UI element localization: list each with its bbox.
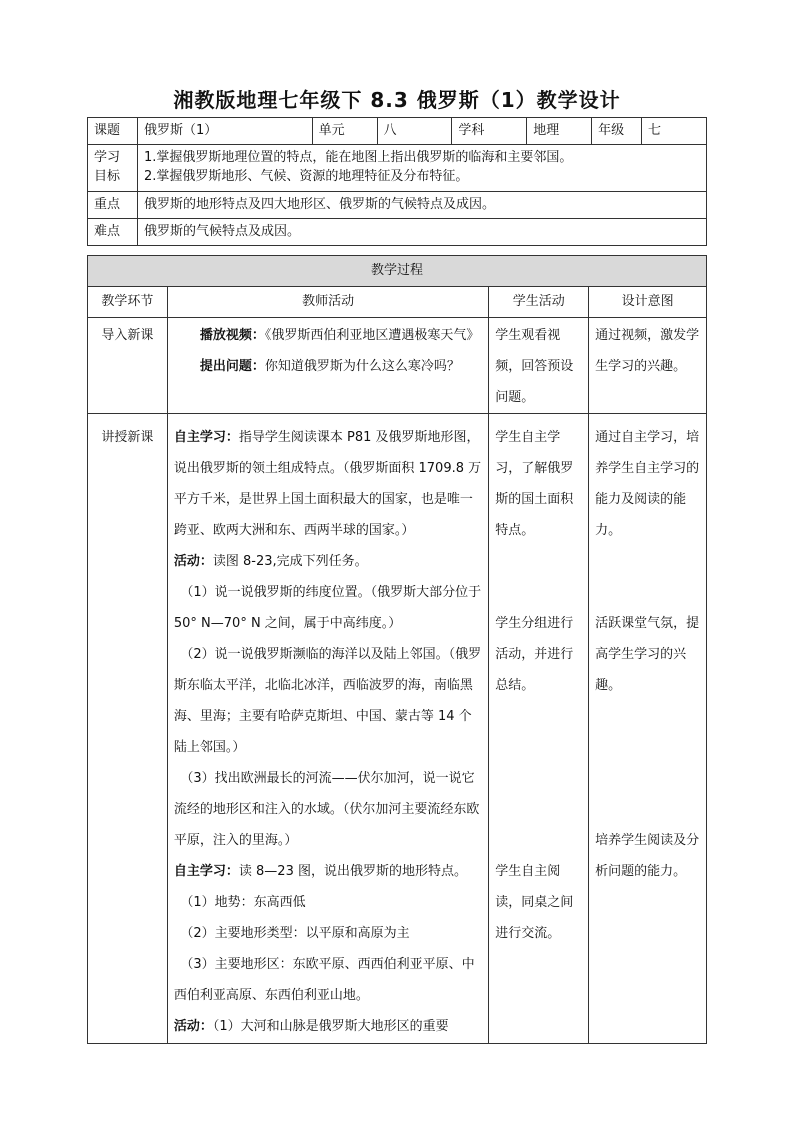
col-stage: 教学环节 <box>88 287 168 318</box>
topic-row <box>88 118 707 145</box>
goals-label: 学习 目标 <box>88 145 138 192</box>
intro-intent: 通过视频，激发学生学习的兴趣。 <box>589 318 707 414</box>
col-student: 学生活动 <box>489 287 589 318</box>
difficult-value: 俄罗斯的气候特点及成因。 <box>137 219 706 246</box>
new-student: 学生自主学习，了解俄罗斯的国土面积特点。 学生分组进行活动，并进行总结。 学生自主阅读，同桌之间进行交流。 <box>489 414 589 1044</box>
process-table <box>87 255 707 1044</box>
unit-label: 单元 <box>312 118 377 145</box>
info-table <box>87 117 707 246</box>
key-label: 重点 <box>88 192 138 219</box>
new-stage: 讲授新课 <box>88 414 168 1044</box>
subject-label: 学科 <box>452 118 527 145</box>
intro-teacher: 播放视频：《俄罗斯西伯利亚地区遭遇极寒天气》 提出问题：你知道俄罗斯为什么这么寒冷吗？ <box>167 318 488 414</box>
topic-value: 俄罗斯（1） <box>137 118 312 145</box>
topic-label: 课题 <box>88 118 138 145</box>
new-lesson-row <box>88 414 707 1044</box>
key-value: 俄罗斯的地形特点及四大地形区、俄罗斯的气候特点及成因。 <box>137 192 706 219</box>
intro-stage: 导入新课 <box>88 318 168 414</box>
grade-label: 年级 <box>592 118 642 145</box>
grade-value: 七 <box>642 118 707 145</box>
page-title: 湘教版地理七年级下 8.3 俄罗斯（1）教学设计 <box>173 88 621 112</box>
key-row <box>88 192 707 219</box>
column-header-row <box>88 287 707 318</box>
subject-value: 地理 <box>527 118 592 145</box>
goals-value: 1.掌握俄罗斯地理位置的特点，能在地图上指出俄罗斯的临海和主要邻国。 2.掌握俄罗斯地形、气候、资源的地理特征及分布特征。 <box>137 145 706 192</box>
new-teacher: 自主学习：指导学生阅读课本 P81 及俄罗斯地形图，说出俄罗斯的领土组成特点。（俄罗斯面积 1709.8 万平方千米，是世界上国土面积最大的国家，也是唯一跨亚、欧两大洲和东、西两半球的国家。） 活动：读图 8-23,完成下列任务。 （1）说一说俄罗斯的纬度位置。（俄罗斯大部分位于 50° N—70° N 之间，属于中高纬度。） （2）说一说俄罗斯濒临的海洋以及陆上邻国。（俄罗斯东临太平洋，北临北冰洋，西临波罗的海，南临黑海、里海；主要有哈萨克斯坦、中国、蒙古等 14 个陆上邻国。） （3）找出欧洲最长的河流——伏尔加河，说一说它流经的地形区和注入的水域。（伏尔加河主要流经东欧平原，注入的里海。） 自主学习：读 8—23 图，说出俄罗斯的地形特点。 （1）地势：东高西低 （2）主要地形类型：以平原和高原为主 （3）主要地形区：东欧平原、西西伯利亚平原、中西伯利亚高原、东西伯利亚山地。 活动：（1）大河和山脉是俄罗斯大地形区的重要 <box>167 414 488 1044</box>
unit-value: 八 <box>377 118 452 145</box>
difficult-row <box>88 219 707 246</box>
intro-row <box>88 318 707 414</box>
col-intent: 设计意图 <box>589 287 707 318</box>
intro-student: 学生观看视频，回答预设问题。 <box>489 318 589 414</box>
new-intent: 通过自主学习，培养学生自主学习的能力及阅读的能力。 活跃课堂气氛，提高学生学习的兴趣。 培养学生阅读及分析问题的能力。 <box>589 414 707 1044</box>
difficult-label: 难点 <box>88 219 138 246</box>
goals-row <box>88 145 707 192</box>
process-header: 教学过程 <box>88 256 707 287</box>
col-teacher: 教师活动 <box>167 287 488 318</box>
